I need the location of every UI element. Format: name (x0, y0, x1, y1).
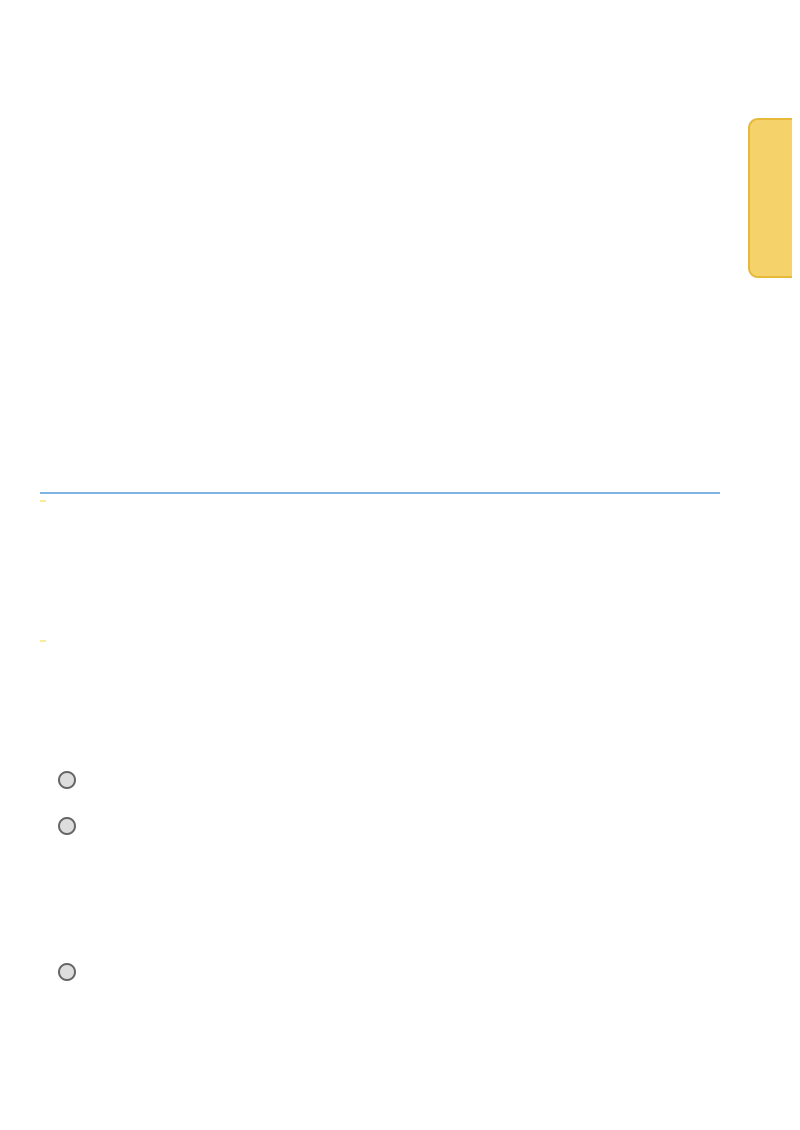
reading-icon (58, 963, 76, 981)
word-pairs (80, 376, 700, 420)
vocab-row-4 (164, 740, 534, 762)
character-grid-row-2 (160, 626, 530, 706)
polyphones-block (590, 536, 770, 736)
synonyms-block (40, 640, 46, 650)
vocab-row-3 (164, 712, 534, 734)
antonym-label (40, 500, 46, 502)
new-characters-row (80, 424, 700, 494)
divider-line (40, 492, 720, 494)
question-3 (58, 962, 86, 984)
reading-icon (58, 771, 76, 789)
character-grid-row-1 (160, 548, 590, 628)
unit-side-tab (748, 118, 792, 278)
synonym-label (40, 640, 46, 642)
vocab-row-2 (164, 526, 594, 548)
question-1 (58, 770, 86, 792)
vocab-row-1 (164, 498, 594, 520)
reading-icon (58, 817, 76, 835)
question-2 (58, 816, 86, 838)
antonyms-block (40, 500, 46, 510)
